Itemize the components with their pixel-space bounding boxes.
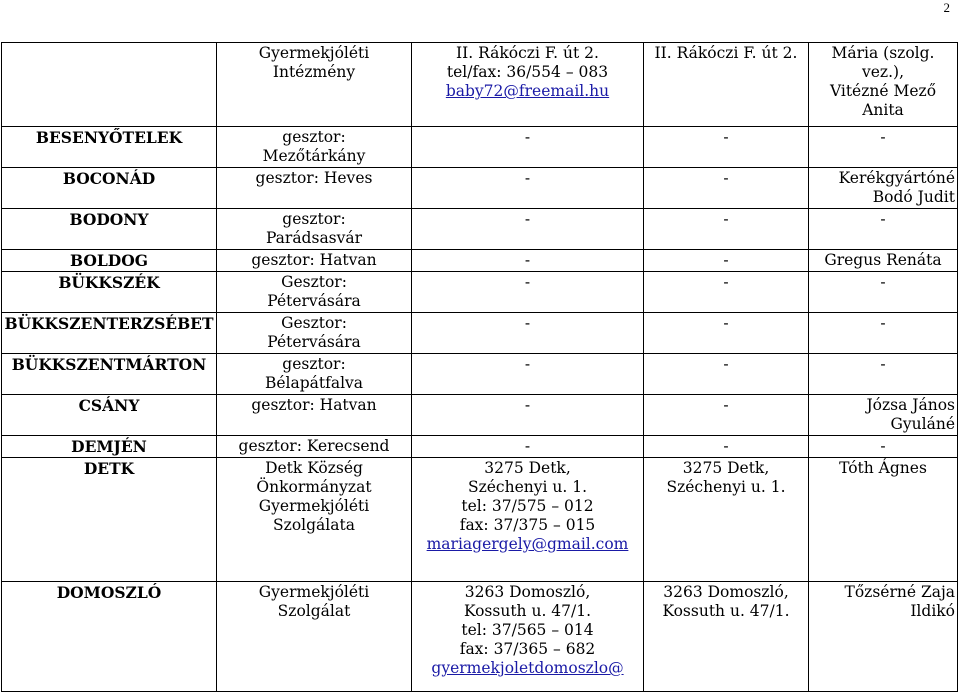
settlement-name: CSÁNY xyxy=(78,396,140,415)
maintainer-line: gesztor: xyxy=(282,355,346,373)
address-line: - xyxy=(524,251,531,269)
settlement-name-cell xyxy=(2,582,217,692)
address-line: fax: 37/375 – 015 xyxy=(459,516,596,534)
settlement-name-cell xyxy=(2,272,217,313)
leader-line: Tőzsérné Zaja xyxy=(844,583,955,601)
leader-cell xyxy=(809,209,958,250)
location-line: - xyxy=(723,314,729,332)
leader-cell xyxy=(809,127,958,168)
maintainer-cell xyxy=(217,168,412,209)
address-cell xyxy=(412,313,644,354)
leader-cell xyxy=(809,250,958,272)
address-cell xyxy=(412,354,644,395)
leader-line: Tóth Ágnes xyxy=(839,459,927,477)
location-cell xyxy=(644,209,809,250)
maintainer-line: gesztor: Hatvan xyxy=(251,396,377,414)
settlement-name: BÜKKSZENTMÁRTON xyxy=(11,355,207,374)
address-cell xyxy=(412,458,644,582)
leader-cell xyxy=(809,582,958,692)
leader-line: Anita xyxy=(862,101,904,119)
location-cell xyxy=(644,436,809,458)
maintainer-line: gesztor: xyxy=(282,128,346,146)
maintainer-line: Szolgálata xyxy=(273,516,355,534)
address-cell xyxy=(412,209,644,250)
leader-cell xyxy=(809,354,958,395)
address-cell xyxy=(412,436,644,458)
settlement-name-cell xyxy=(2,209,217,250)
maintainer-line: Gesztor: xyxy=(281,273,347,291)
location-line: - xyxy=(723,210,729,228)
address-line: tel: 37/565 – 014 xyxy=(461,621,594,639)
maintainer-cell xyxy=(217,582,412,692)
location-line: Kossuth u. 47/1. xyxy=(662,602,790,620)
maintainer-line: Gesztor: xyxy=(281,314,347,332)
settlement-name-cell xyxy=(2,395,217,436)
settlement-name-cell xyxy=(2,458,217,582)
maintainer-line: Gyermekjóléti xyxy=(258,44,370,62)
location-line: - xyxy=(723,169,729,187)
maintainer-line: gesztor: xyxy=(282,210,346,228)
maintainer-line: Pétervására xyxy=(267,333,361,351)
location-cell xyxy=(644,395,809,436)
location-cell xyxy=(644,127,809,168)
settlement-name: BÜKKSZENTERZSÉBET xyxy=(4,314,214,333)
maintainer-line: Gyermekjóléti xyxy=(258,583,370,601)
email-link[interactable]: gyermekjoletdomoszlo@ xyxy=(431,659,624,677)
address-line: - xyxy=(524,437,531,455)
maintainer-line: Önkormányzat xyxy=(256,478,372,496)
leader-line: - xyxy=(880,437,886,455)
table-row xyxy=(2,582,958,692)
settlement-name: BESENYŐTELEK xyxy=(35,128,183,147)
address-line: 3275 Detk, xyxy=(484,459,571,477)
location-cell xyxy=(644,272,809,313)
table-row xyxy=(2,127,958,168)
location-cell xyxy=(644,458,809,582)
address-line: - xyxy=(524,355,531,373)
table-row xyxy=(2,313,958,354)
email-link[interactable]: mariagergely@gmail.com xyxy=(426,535,629,553)
address-cell xyxy=(412,582,644,692)
leader-line: Kerékgyártóné xyxy=(838,169,955,187)
leader-line: Gregus Renáta xyxy=(824,251,942,269)
leader-line: - xyxy=(880,210,886,228)
settlement-name: DETK xyxy=(83,459,135,478)
maintainer-line: Intézmény xyxy=(272,63,356,81)
table-body xyxy=(2,43,958,692)
maintainer-cell xyxy=(217,458,412,582)
address-cell xyxy=(412,127,644,168)
address-line: tel/fax: 36/554 – 083 xyxy=(446,63,609,81)
maintainer-line: gesztor: Heves xyxy=(255,169,373,187)
settlement-name-cell xyxy=(2,43,217,127)
settlement-name: DEMJÉN xyxy=(71,437,147,456)
maintainer-line: gesztor: Kerecsend xyxy=(238,437,390,455)
location-line: - xyxy=(723,355,729,373)
settlement-name: BOCONÁD xyxy=(62,169,156,188)
maintainer-cell xyxy=(217,436,412,458)
location-line: II. Rákóczi F. út 2. xyxy=(654,44,798,62)
address-line: - xyxy=(524,210,531,228)
location-cell xyxy=(644,354,809,395)
location-line: Széchenyi u. 1. xyxy=(666,478,786,496)
location-cell xyxy=(644,582,809,692)
table-row xyxy=(2,436,958,458)
maintainer-cell xyxy=(217,250,412,272)
settlement-name-cell xyxy=(2,250,217,272)
leader-line: - xyxy=(880,314,886,332)
maintainer-line: Szolgálat xyxy=(277,602,351,620)
leader-line: Mária (szolg. xyxy=(831,44,935,62)
address-cell xyxy=(412,250,644,272)
settlement-name-cell xyxy=(2,168,217,209)
settlement-name-cell xyxy=(2,127,217,168)
maintainer-cell xyxy=(217,43,412,127)
settlement-name: BOLDOG xyxy=(70,251,148,270)
settlement-name: BÜKKSZÉK xyxy=(58,273,160,292)
table-row xyxy=(2,354,958,395)
location-cell xyxy=(644,168,809,209)
leader-line: Bodó Judit xyxy=(872,188,955,206)
leader-line: Józsa János xyxy=(866,396,955,414)
location-cell xyxy=(644,43,809,127)
table-row xyxy=(2,272,958,313)
address-line: Kossuth u. 47/1. xyxy=(463,602,592,620)
location-line: - xyxy=(723,251,729,269)
address-line: 3263 Domoszló, xyxy=(464,583,591,601)
table-row xyxy=(2,458,958,582)
settlement-name: DOMOSZLÓ xyxy=(56,583,162,602)
address-line: II. Rákóczi F. út 2. xyxy=(456,44,599,62)
leader-line: Ildikó xyxy=(910,602,955,620)
email-link[interactable]: baby72@freemail.hu xyxy=(445,82,610,100)
page-number: 2 xyxy=(943,0,950,15)
address-line: Széchenyi u. 1. xyxy=(467,478,588,496)
table-row xyxy=(2,43,958,127)
location-line: - xyxy=(723,273,729,291)
location-line: 3275 Detk, xyxy=(682,459,770,477)
leader-cell xyxy=(809,395,958,436)
settlement-name-cell xyxy=(2,436,217,458)
location-cell xyxy=(644,313,809,354)
leader-cell xyxy=(809,272,958,313)
settlement-name-cell xyxy=(2,313,217,354)
maintainer-line: Mezőtárkány xyxy=(262,147,366,165)
leader-cell xyxy=(809,43,958,127)
maintainer-line: Detk Község xyxy=(265,459,363,477)
location-line: 3263 Domoszló, xyxy=(663,583,789,601)
leader-cell xyxy=(809,436,958,458)
maintainer-cell xyxy=(217,354,412,395)
leader-cell xyxy=(809,168,958,209)
table-row xyxy=(2,250,958,272)
leader-line: - xyxy=(880,273,886,291)
maintainer-line: Parádsasvár xyxy=(265,229,363,247)
leader-cell xyxy=(809,458,958,582)
address-line: - xyxy=(524,128,531,146)
leader-line: Gyuláné xyxy=(890,415,955,433)
maintainer-cell xyxy=(217,395,412,436)
location-line: - xyxy=(723,437,729,455)
settlement-name-cell xyxy=(2,354,217,395)
table-row xyxy=(2,395,958,436)
maintainer-cell xyxy=(217,272,412,313)
address-line: tel: 37/575 – 012 xyxy=(461,497,594,515)
maintainer-line: Gyermekjóléti xyxy=(258,497,370,515)
location-cell xyxy=(644,250,809,272)
maintainer-cell xyxy=(217,209,412,250)
address-line: - xyxy=(524,314,531,332)
institution-table xyxy=(1,42,958,692)
maintainer-cell xyxy=(217,127,412,168)
leader-line: - xyxy=(880,355,886,373)
maintainer-line: Pétervására xyxy=(267,292,361,310)
leader-line: vez.), xyxy=(862,63,904,81)
maintainer-line: Bélapátfalva xyxy=(264,374,364,392)
maintainer-cell xyxy=(217,313,412,354)
location-line: - xyxy=(723,128,729,146)
address-cell xyxy=(412,43,644,127)
table-row xyxy=(2,209,958,250)
leader-cell xyxy=(809,313,958,354)
leader-line: Vitézné Mező xyxy=(829,82,937,100)
address-line: - xyxy=(524,273,531,291)
address-cell xyxy=(412,395,644,436)
address-line: - xyxy=(524,169,531,187)
maintainer-line: gesztor: Hatvan xyxy=(251,251,377,269)
leader-line: - xyxy=(880,128,886,146)
settlement-name: BODONY xyxy=(69,210,149,229)
address-cell xyxy=(412,168,644,209)
address-cell xyxy=(412,272,644,313)
address-line: - xyxy=(524,396,531,414)
address-line: fax: 37/365 – 682 xyxy=(459,640,596,658)
table-row xyxy=(2,168,958,209)
location-line: - xyxy=(723,396,729,414)
